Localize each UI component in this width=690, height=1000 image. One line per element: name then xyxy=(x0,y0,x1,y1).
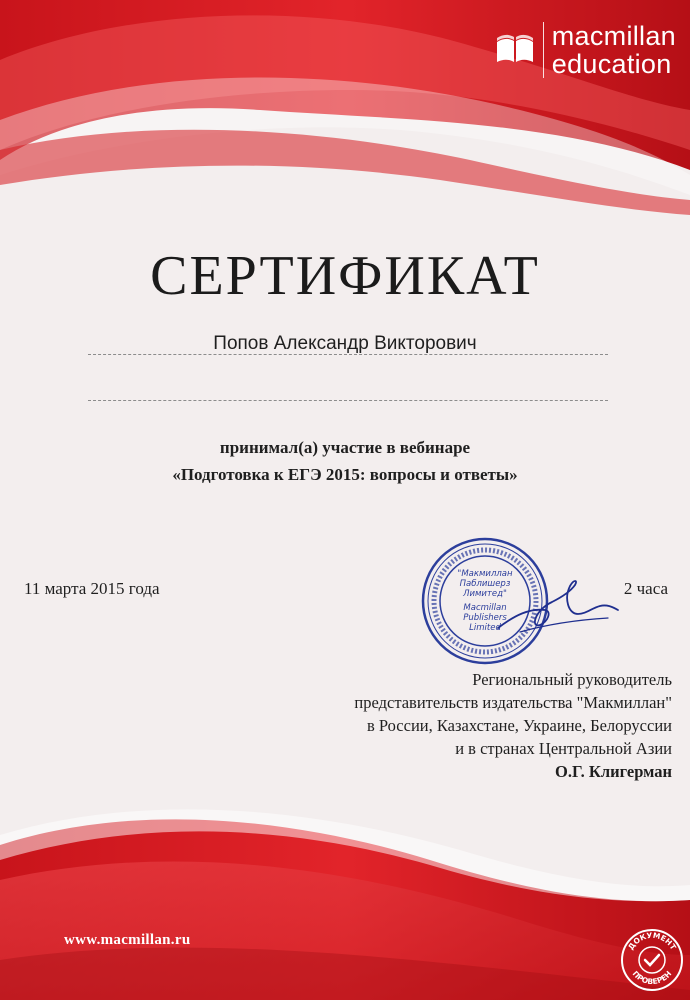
signer-name: О.Г. Клигерман xyxy=(555,762,672,781)
second-underline xyxy=(88,400,608,401)
svg-text:ДОКУМЕНТ xyxy=(626,931,678,952)
webinar-title: «Подготовка к ЕГЭ 2015: вопросы и ответы» xyxy=(172,465,518,484)
stamp-line-4: Macmillan xyxy=(463,603,507,613)
logo-line-2: education xyxy=(551,49,672,79)
stamp-line-3: Лимитед" xyxy=(463,589,507,599)
logo-wordmark xyxy=(552,22,676,78)
signer-title-line-3: в России, Казахстане, Украине, Белоруссии xyxy=(366,716,672,735)
handwritten-signature xyxy=(490,570,620,640)
recipient-name: Попов Александр Викторович xyxy=(213,333,477,354)
svg-text:ПРОВЕРЕН xyxy=(631,969,674,986)
document-verified-badge xyxy=(620,928,684,992)
logo-line-1: macmillan xyxy=(551,21,676,51)
website-link[interactable]: www.macmillan.ru xyxy=(64,932,191,948)
macmillan-education-logo xyxy=(495,22,676,78)
participation-text: принимал(а) участие в вебинаре xyxy=(219,438,471,457)
signer-title-line-2: представительств издательства "Макмиллан" xyxy=(354,693,672,712)
badge-bottom-text: ПРОВЕРЕН xyxy=(630,969,674,987)
stamp-line-1: "Макмиллан xyxy=(457,569,513,579)
signer-title-line-4: и в странах Центральной Азии xyxy=(455,739,672,758)
stamp-line-2: Паблишерз xyxy=(459,579,511,589)
signer-title-line-1: Региональный руководитель xyxy=(472,670,672,689)
open-book-icon xyxy=(495,32,535,68)
stamp-line-5: Publishers xyxy=(463,613,507,623)
stamp-line-6: Limited xyxy=(469,623,501,633)
badge-top-text: ДОКУМЕНТ xyxy=(626,930,678,952)
certificate-date: 11 марта 2015 года xyxy=(24,579,160,598)
logo-divider xyxy=(543,22,544,78)
signature-block xyxy=(354,668,672,783)
certificate-title: СЕРТИФИКАТ xyxy=(150,245,540,307)
certificate-hours: 2 часа xyxy=(623,579,668,598)
